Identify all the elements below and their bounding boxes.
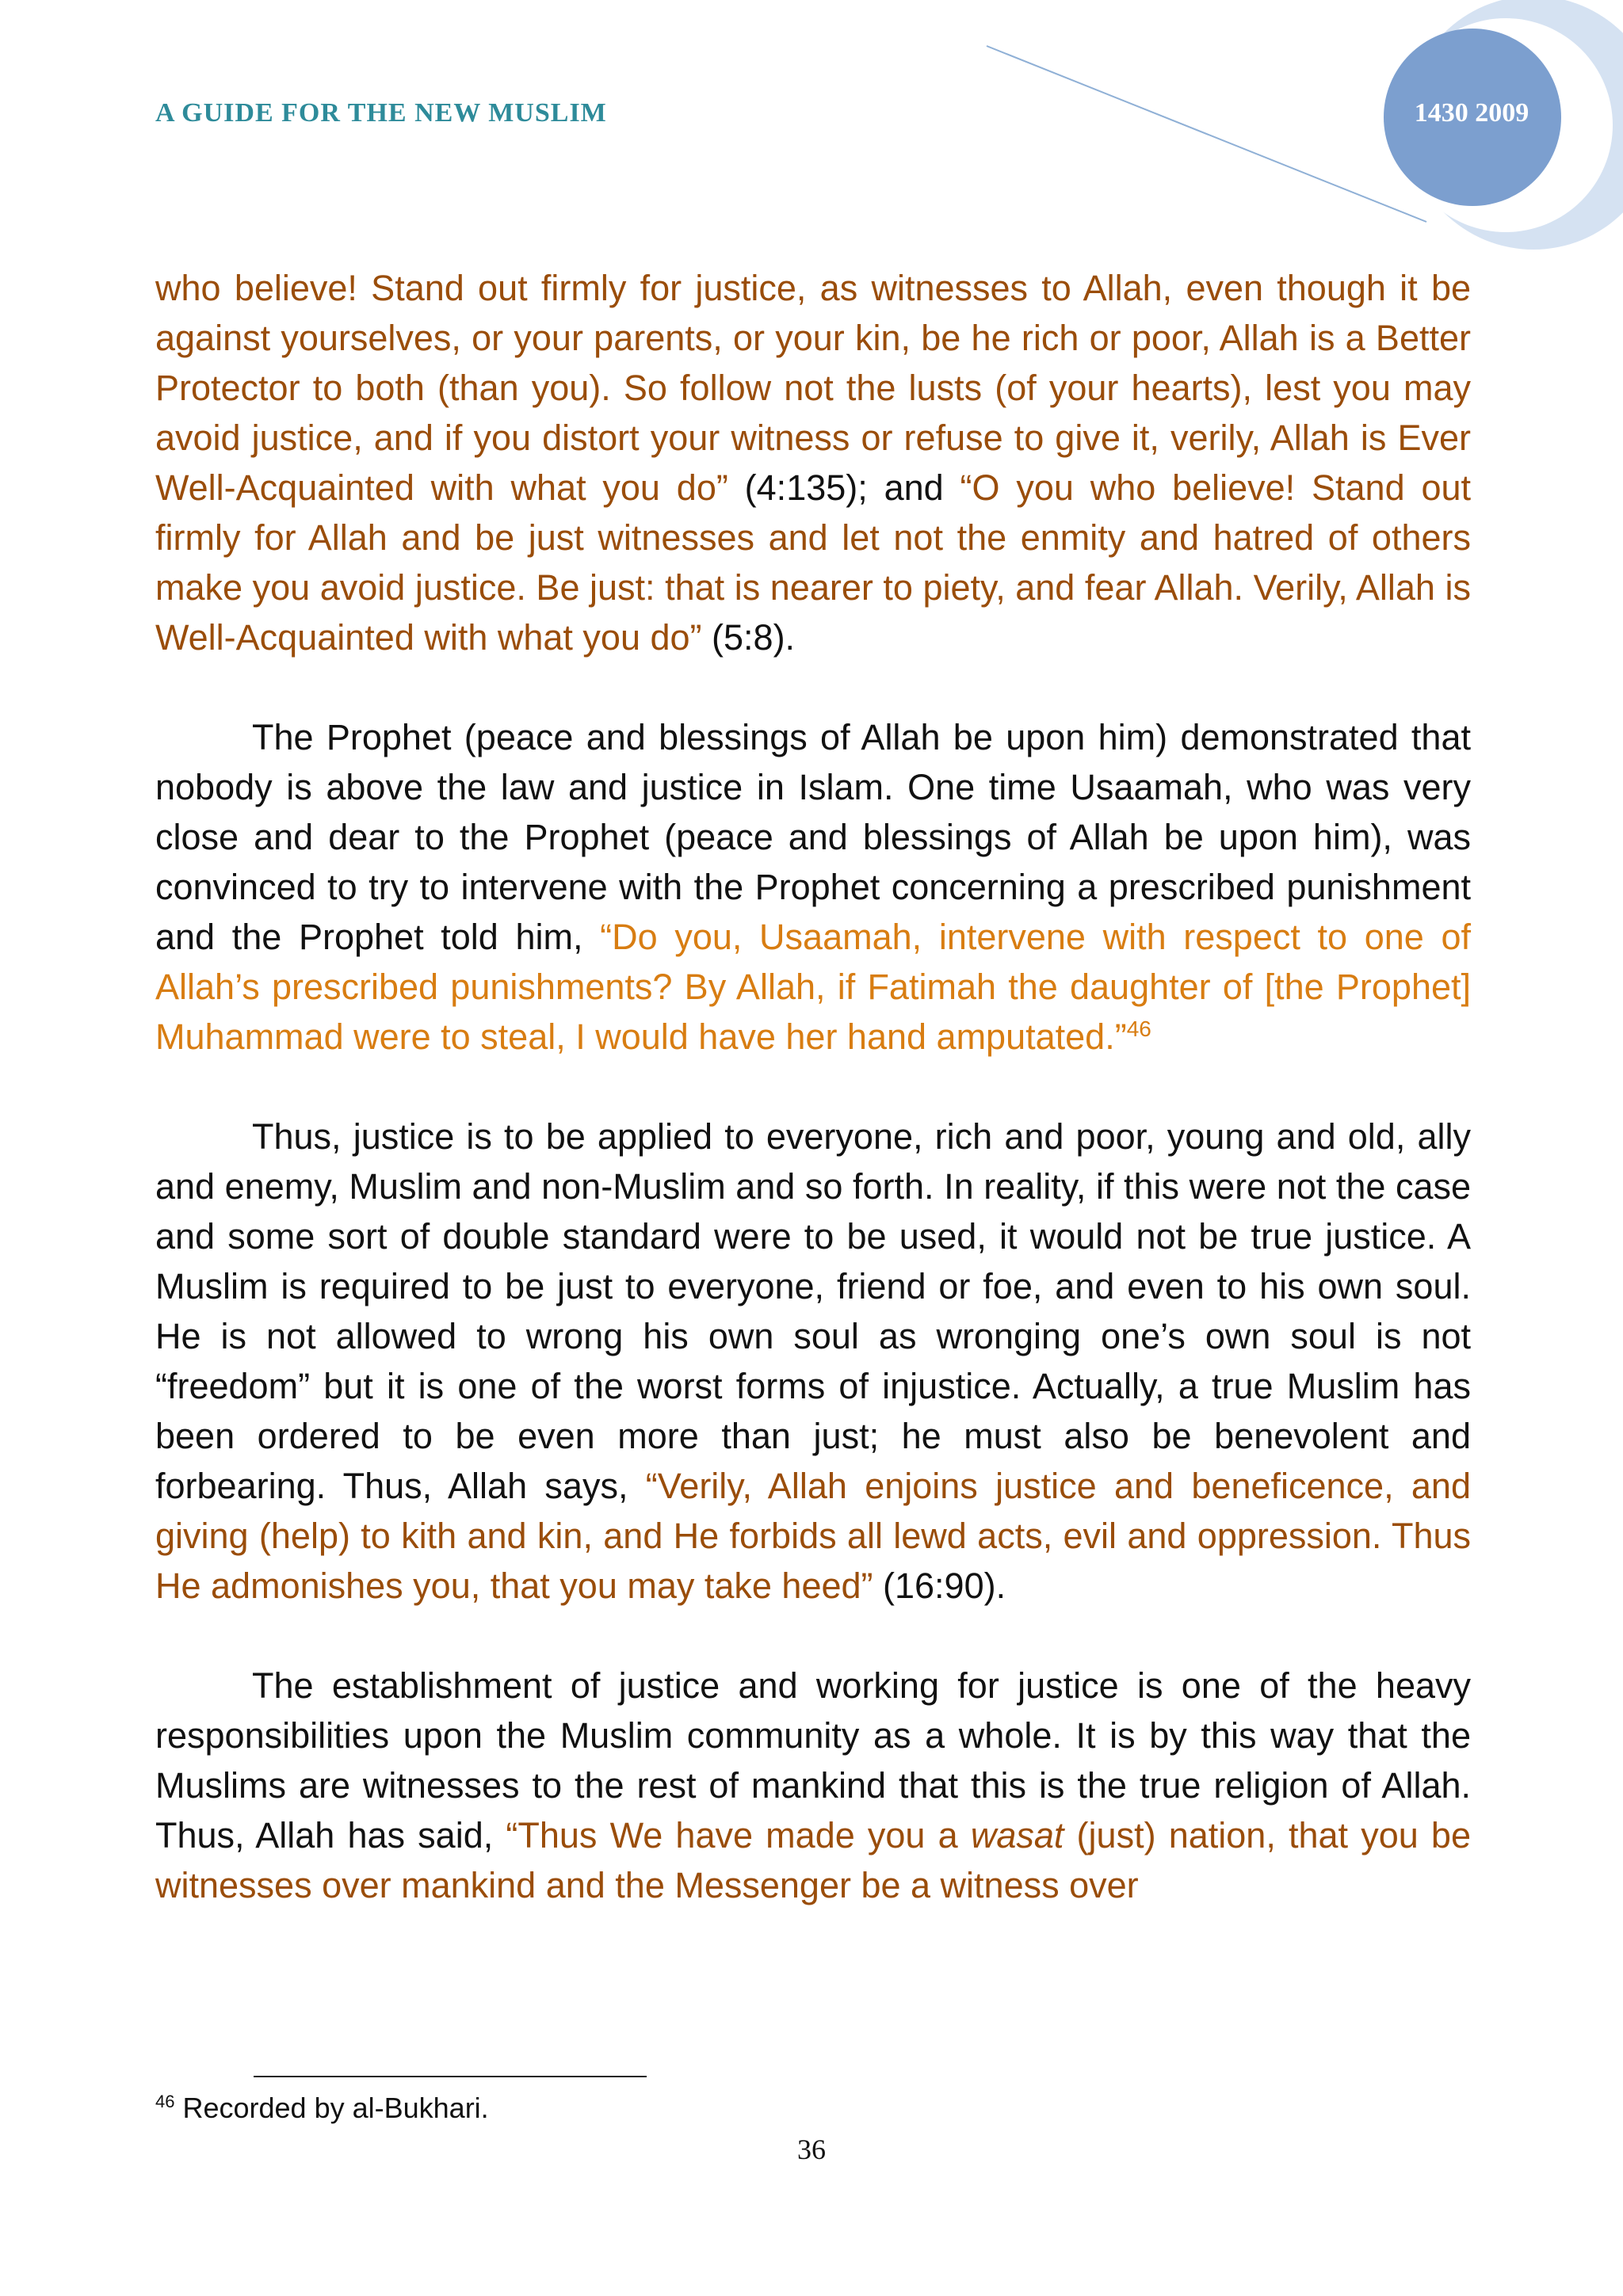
verse-reference: (5:8). [701, 617, 796, 658]
paragraph-text: The Prophet (peace and blessings of Allah be upon him) demonstrated that nobody is above the law and justice in Islam. One time Usaamah, who was very close and dear to the Prophet (peace and blessings of Allah be upon him), was convinced to try to intervene with the Prophet concerning a prescribed punishment and the Prophet told him, [155, 717, 1471, 957]
paragraph-text: The establishment of justice and working for justice is one of the heavy responsibilities upon the Muslim community as a whole. It is by this way that the Muslims are witnesses to the rest of mankind that this is the true religion of Allah. Thus, Allah has said, [155, 1665, 1471, 1855]
verse-reference: (16:90). [873, 1566, 1006, 1606]
quran-quote: “O you who believe! Stand out firmly for Allah and be just witnesses and let not the enmity and hatred of others make you avoid justice. Be just: that is nearer to piety, and fear Allah. Verily, Allah is Well-Acquainted with what you do” [155, 467, 1471, 658]
footnote-text: Recorded by al-Bukhari. [174, 2092, 489, 2124]
paragraph-text: Thus, justice is to be applied to everyone, rich and poor, young and old, ally and enemy, Muslim and non-Muslim and so forth. In reality, if this were not the case and some sort of double standard were to be used, it would not be true justice. A Muslim is required to be just to everyone, friend or foe, and even to his own soul. He is not allowed to wrong his own soul as wronging one’s own soul is not “freedom” but it is one of the worst forms of injustice. Actually, a true Muslim has been ordered to be even more than just; he must also be benevolent and forbearing. Thus, Allah says, [155, 1116, 1471, 1506]
header-decoration [0, 0, 1623, 269]
paragraph-3 [155, 1112, 1471, 1611]
footnote-number: 46 [155, 2092, 175, 2111]
quran-quote: (just) nation, that you be witnesses over mankind and the Messenger be a witness over [155, 1815, 1471, 1905]
quran-quote: “Verily, Allah enjoins justice and beneficence, and giving (help) to kith and kin, and He forbids all lewd acts, evil and oppression. Thus He admonishes you, that you may take heed” [155, 1466, 1471, 1606]
decorative-line [987, 46, 1426, 222]
paragraph-1 [155, 263, 1471, 662]
quran-quote: who believe! Stand out firmly for justice, as witnesses to Allah, even though it be against yourselves, or your parents, or your kin, be he rich or poor, Allah is a Better Protector to both (than you). So follow not the lusts (of your hearts), lest you may avoid justice, and if you distort your witness or refuse to give it, verily, Allah is Ever Well-Acquainted with what you do” [155, 268, 1471, 508]
footnote [155, 2092, 489, 2125]
hadith-quote: “Do you, Usaamah, intervene with respect to one of Allah’s prescribed punishments? By Allah, if Fatimah the daughter of [the Prophet] Muhammad were to steal, I would have her hand amputated.” [155, 917, 1472, 1057]
paragraph-2 [155, 712, 1471, 1062]
verse-reference: (4:135); and [727, 467, 960, 508]
header-title: A GUIDE FOR THE NEW MUSLIM [155, 98, 607, 128]
quran-quote: “Thus We have made you a [506, 1815, 971, 1855]
page-number: 36 [797, 2134, 826, 2165]
footnote-reference[interactable]: 46 [1126, 1016, 1151, 1041]
footnote-divider [254, 2076, 647, 2077]
header-year: 1430 2009 [1414, 98, 1529, 128]
quran-quote-italic: wasat [970, 1815, 1064, 1855]
main-text [155, 263, 1471, 1960]
paragraph-4 [155, 1661, 1471, 1910]
